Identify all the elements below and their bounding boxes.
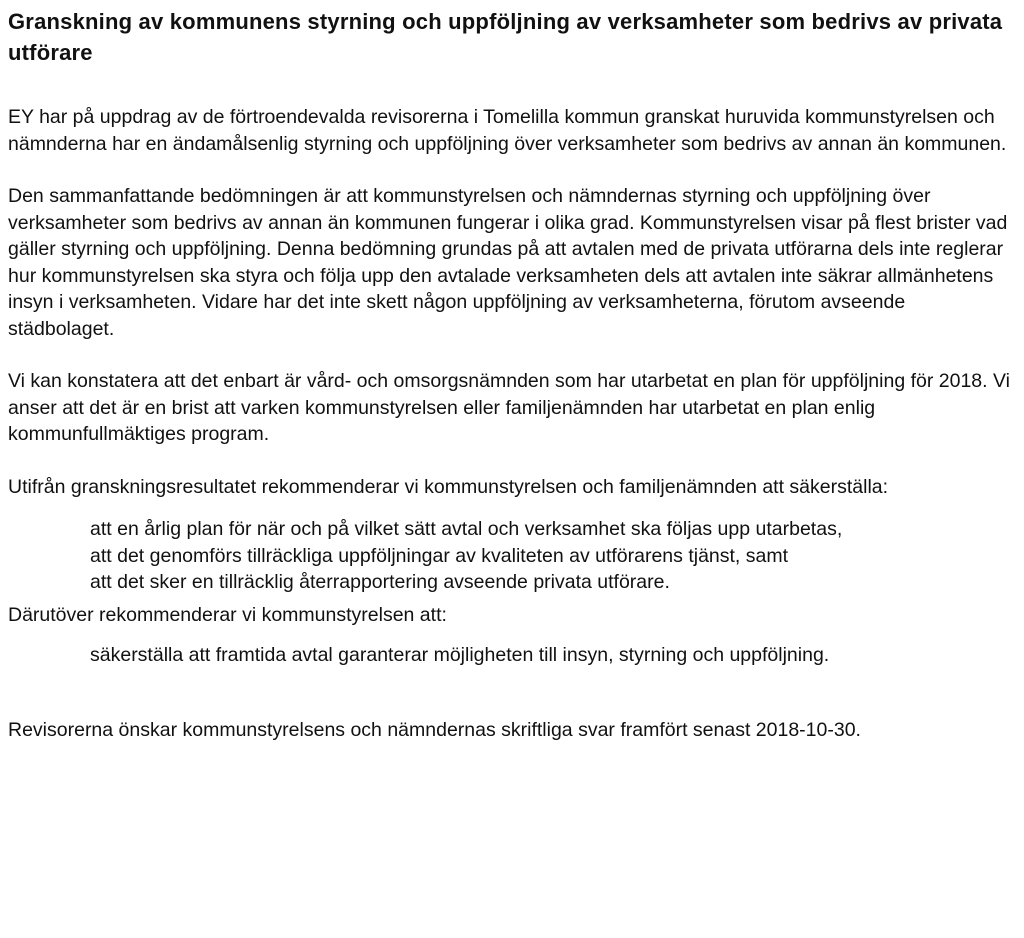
paragraph-additional-intro: Därutöver rekommenderar vi kommunstyrelsen att:: [8, 603, 447, 626]
list-item: att det genomförs tillräckliga uppföljningar av kvaliteten av utförarens tjänst, samt: [90, 544, 789, 567]
paragraph-assignment: EY har på uppdrag av de förtroendevalda revisorerna i Tomelilla kommun granskat huruvida kommunstyrelsen och nämnderna har en ändamålsenlig styrning och uppföljning över verksamheter som bedrivs av annan än kommunen.: [8, 106, 1007, 155]
list-item: att det sker en tillräcklig återrapportering avseende privata utförare.: [90, 571, 670, 593]
paragraph-closing: Revisorerna önskar kommunstyrelsens och nämndernas skriftliga svar framfört senast 2018-10-30.: [8, 718, 861, 741]
paragraph-recommendation-intro: Utifrån granskningsresultatet rekommenderar vi kommunstyrelsen och familjenämnden att säkerställa:: [8, 475, 889, 498]
paragraph-assessment: Den sammanfattande bedömningen är att kommunstyrelsen och nämndernas styrning och uppföljning över verksamheter som bedrivs av annan än kommunen fungerar i olika grad. Kommunstyrelsen visar på flest brister vad gäller styrning och uppföljning. Denna bedömning grundas på att avtalen med de privata utförarna dels inte reglerar hur kommunstyrelsen ska styra och följa upp den avtalade verksamheten dels att avtalen inte säkrar allmänhetens insyn i verksamheten. Vidare har det inte skett någon uppföljning av verksamheterna, förutom avseende städbolaget.: [8, 185, 1008, 340]
list-item: säkerställa att framtida avtal garanterar möjligheten till insyn, styrning och uppföljning.: [90, 644, 830, 666]
list-item: att en årlig plan för när och på vilket sätt avtal och verksamhet ska följas upp utarbetas,: [90, 518, 843, 540]
additional-recommendation-list: [8, 642, 1016, 669]
paragraph-findings: Vi kan konstatera att det enbart är vård- och omsorgsnämnden som har utarbetat en plan för uppföljning för 2018. Vi anser att det är en brist att varken kommunstyrelsen eller familjenämnden har utarbetat en plan enlig kommunfullmäktiges program.: [8, 370, 1010, 445]
document-page: [8, 0, 1016, 743]
recommendation-list: [8, 516, 1016, 596]
document-title: Granskning av kommunens styrning och uppföljning av verksamheter som bedrivs av privata utförare: [8, 9, 1003, 65]
